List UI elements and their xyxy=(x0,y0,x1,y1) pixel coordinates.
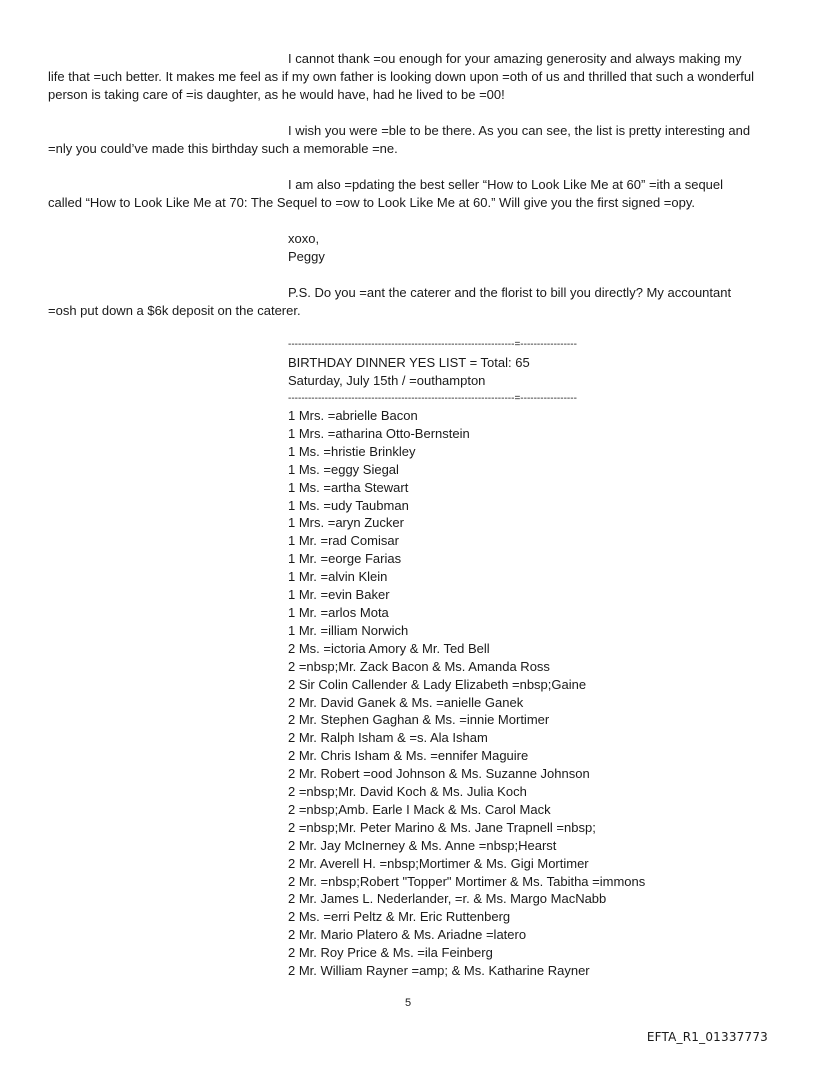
guest-list xyxy=(288,407,748,980)
list-title: BIRTHDAY DINNER YES LIST = Total: 65 xyxy=(288,355,530,370)
paragraph-thanks-rest: life that =uch better. It makes me feel as if my own father is looking down upon =oth of us and thrilled that such a wonderful person is taking care of =is daughter, as he would have, had he lived to be =00! xyxy=(48,69,755,102)
list-item: 1 Ms. =udy Taubman xyxy=(288,497,409,513)
list-item: 2 =nbsp;Amb. Earle I Mack & Ms. Carol Mack xyxy=(288,801,551,817)
postscript-first-line: P.S. Do you =ant the caterer and the florist to bill you directly? My accountant xyxy=(288,285,732,300)
list-header xyxy=(288,336,748,408)
paragraph-postscript xyxy=(48,284,768,320)
list-item: 1 Mrs. =abrielle Bacon xyxy=(288,408,418,423)
list-item: 1 Mr. =evin Baker xyxy=(288,587,390,603)
list-item: 2 Sir Colin Callender & Lady Elizabeth =nbsp;Gaine xyxy=(288,676,587,692)
list-item: 2 Mr. Roy Price & Ms. =ila Feinberg xyxy=(288,945,493,961)
paragraph-wish-rest: =nly you could’ve made this birthday such a memorable =ne. xyxy=(48,141,398,156)
list-item: 2 Mr. Stephen Gaghan & Ms. =innie Mortimer xyxy=(288,712,550,728)
list-item: 2 Mr. Jay McInerney & Ms. Anne =nbsp;Hearst xyxy=(288,837,557,853)
signature: Peggy xyxy=(288,249,325,264)
list-item: 2 Mr. Robert =ood Johnson & Ms. Suzanne Johnson xyxy=(288,766,590,782)
list-item: 2 Mr. David Ganek & Ms. =anielle Ganek xyxy=(288,694,524,710)
list-item: 1 Mr. =rad Comisar xyxy=(288,533,399,549)
list-item: 2 =nbsp;Mr. Zack Bacon & Ms. Amanda Ross xyxy=(288,658,550,674)
paragraph-sequel-first-line: I am also =pdating the best seller “How to Look Like Me at 60” =ith a sequel xyxy=(288,177,724,192)
list-item: 1 Mrs. =aryn Zucker xyxy=(288,515,404,531)
list-item: 1 Mr. =illiam Norwich xyxy=(288,622,409,638)
paragraph-wish xyxy=(48,122,768,158)
list-item: 1 Mr. =alvin Klein xyxy=(288,569,388,585)
divider-bottom: --------------------------------------------------------------------=----------------- xyxy=(288,393,577,404)
list-item: 2 =nbsp;Mr. Peter Marino & Ms. Jane Trapnell =nbsp; xyxy=(288,819,596,835)
list-item: 1 Mr. =eorge Farias xyxy=(288,551,402,567)
list-item: 1 Ms. =eggy Siegal xyxy=(288,461,399,477)
list-item: 2 Mr. Mario Platero & Ms. Ariadne =latero xyxy=(288,927,527,943)
list-item: 2 Mr. James L. Nederlander, =r. & Ms. Margo MacNabb xyxy=(288,891,607,907)
paragraph-sequel-rest: called “How to Look Like Me at 70: The Sequel to =ow to Look Like Me at 60.” Will give you the first signed =opy. xyxy=(48,195,695,210)
paragraph-thanks xyxy=(48,50,768,104)
postscript-rest: =osh put down a $6k deposit on the caterer. xyxy=(48,303,301,318)
list-item: 2 Mr. =nbsp;Robert "Topper" Mortimer & Ms. Tabitha =immons xyxy=(288,873,646,889)
list-item: 2 Ms. =ictoria Amory & Mr. Ted Bell xyxy=(288,640,490,656)
paragraph-sequel xyxy=(48,176,768,212)
list-item: 2 Mr. William Rayner =amp; & Ms. Katharine Rayner xyxy=(288,963,590,979)
closing-block xyxy=(288,230,748,266)
list-item: 1 Ms. =hristie Brinkley xyxy=(288,443,416,459)
paragraph-thanks-first-line: I cannot thank =ou enough for your amazing generosity and always making my xyxy=(288,51,742,66)
paragraph-wish-first-line: I wish you were =ble to be there. As you can see, the list is pretty interesting and xyxy=(288,123,751,138)
divider-top: --------------------------------------------------------------------=----------------- xyxy=(288,339,577,350)
list-item: 1 Mr. =arlos Mota xyxy=(288,604,389,620)
closing: xoxo, xyxy=(288,231,320,246)
bates-number: EFTA_R1_01337773 xyxy=(646,1030,768,1044)
list-item: 2 Mr. Chris Isham & Ms. =ennifer Maguire xyxy=(288,748,529,764)
list-item: 1 Ms. =artha Stewart xyxy=(288,479,409,495)
list-subtitle: Saturday, July 15th / =outhampton xyxy=(288,373,486,388)
page-number: 5 xyxy=(404,997,412,1009)
list-item: 2 Ms. =erri Peltz & Mr. Eric Ruttenberg xyxy=(288,909,511,925)
list-item: 2 Mr. Averell H. =nbsp;Mortimer & Ms. Gigi Mortimer xyxy=(288,855,589,871)
list-item: 1 Mrs. =atharina Otto-Bernstein xyxy=(288,425,470,441)
list-item: 2 =nbsp;Mr. David Koch & Ms. Julia Koch xyxy=(288,784,527,800)
list-item: 2 Mr. Ralph Isham & =s. Ala Isham xyxy=(288,730,488,746)
